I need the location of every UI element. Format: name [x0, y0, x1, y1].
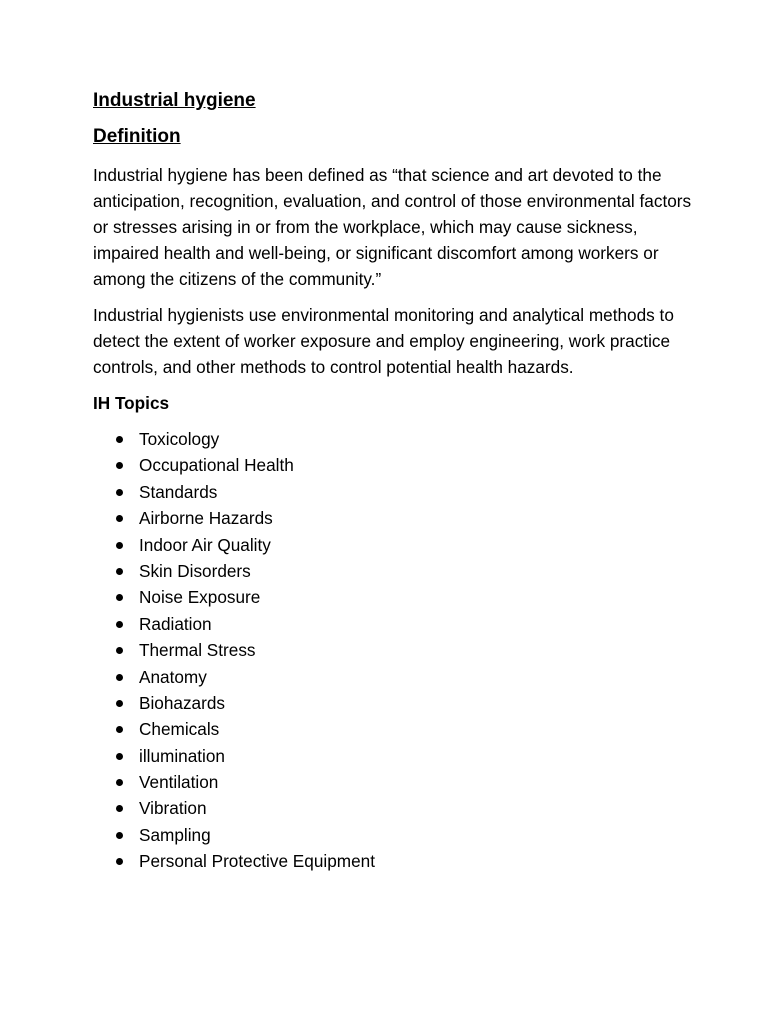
- list-item-label: Personal Protective Equipment: [139, 851, 375, 872]
- bullet-icon: [116, 779, 123, 786]
- bullet-icon: [116, 858, 123, 865]
- section-heading-definition: Definition: [93, 126, 181, 147]
- list-item-label: Occupational Health: [139, 455, 294, 476]
- bullet-icon: [116, 462, 123, 469]
- hygienists-paragraph: Industrial hygienists use environmental monitoring and analytical methods to detect the extent of worker exposure and employ engineering, work practice controls, and other methods to control potential health hazards.: [93, 305, 674, 377]
- list-item: [93, 716, 693, 742]
- list-item: [93, 426, 693, 452]
- list-item: [93, 558, 693, 584]
- list-item: [93, 532, 693, 558]
- bullet-icon: [116, 753, 123, 760]
- list-item: [93, 637, 693, 663]
- list-item-label: Ventilation: [139, 772, 219, 793]
- bullet-icon: [116, 594, 123, 601]
- bullet-icon: [116, 568, 123, 575]
- list-item-label: illumination: [139, 745, 225, 766]
- bullet-icon: [116, 621, 123, 628]
- list-item: [93, 822, 693, 848]
- list-item: [93, 611, 693, 637]
- list-item: [93, 743, 693, 769]
- list-item-label: Noise Exposure: [139, 587, 261, 608]
- list-item: [93, 505, 693, 531]
- topics-list: [93, 426, 693, 875]
- document-title: Industrial hygiene: [93, 90, 256, 111]
- list-item: [93, 452, 693, 478]
- list-item-label: Standards: [139, 481, 218, 502]
- bullet-icon: [116, 515, 123, 522]
- list-item: [93, 584, 693, 610]
- bullet-icon: [116, 436, 123, 443]
- list-item-label: Toxicology: [139, 429, 220, 449]
- list-item-label: Radiation: [139, 613, 212, 634]
- list-item-label: Indoor Air Quality: [139, 534, 271, 555]
- bullet-icon: [116, 700, 123, 707]
- list-item: [93, 795, 693, 821]
- bullet-icon: [116, 805, 123, 812]
- bullet-icon: [116, 832, 123, 839]
- bullet-icon: [116, 542, 123, 549]
- list-item: [93, 664, 693, 690]
- bullet-icon: [116, 647, 123, 654]
- list-item-label: Vibration: [139, 798, 207, 819]
- list-item: [93, 479, 693, 505]
- list-item-label: Anatomy: [139, 666, 207, 687]
- list-item-label: Sampling: [139, 824, 211, 845]
- bullet-icon: [116, 674, 123, 681]
- bullet-icon: [116, 489, 123, 496]
- definition-paragraph: Industrial hygiene has been defined as “that science and art devoted to the anticipation, recognition, evaluation, and control of those environmental factors or stresses arising in or from the workplace, which may cause sickness, impaired health and well-being, or significant discomfort among workers or among the citizens of the community.”: [93, 165, 692, 289]
- list-item-label: Airborne Hazards: [139, 508, 273, 529]
- list-item-label: Chemicals: [139, 719, 220, 740]
- list-item: [93, 769, 693, 795]
- bullet-icon: [116, 726, 123, 733]
- topics-heading: IH Topics: [93, 393, 170, 413]
- list-item-label: Skin Disorders: [139, 560, 251, 581]
- document-page: [93, 88, 693, 875]
- list-item-label: Thermal Stress: [139, 640, 256, 661]
- list-item: [93, 848, 693, 874]
- list-item-label: Biohazards: [139, 692, 225, 713]
- list-item: [93, 690, 693, 716]
